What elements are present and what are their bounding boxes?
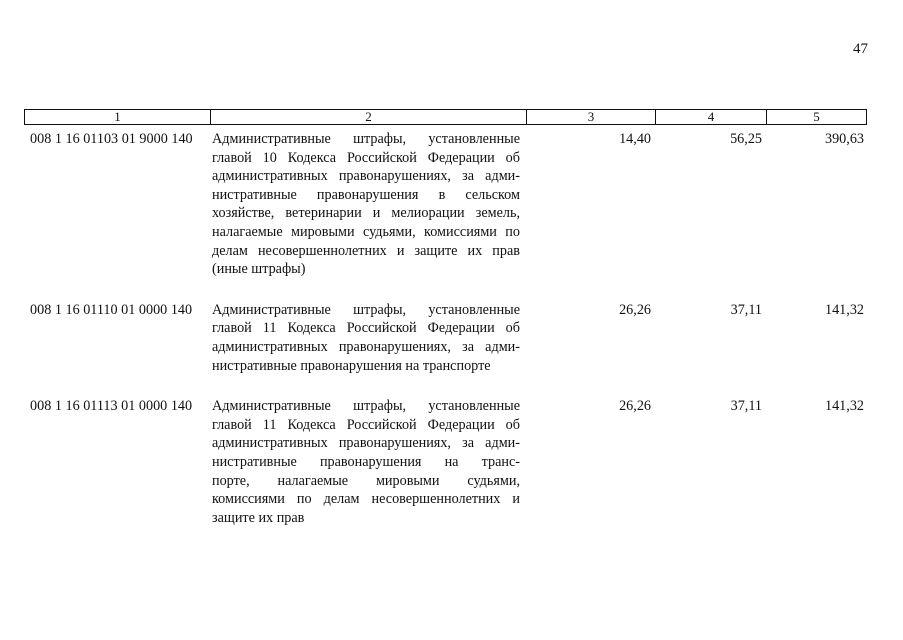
- row-description: [210, 397, 520, 527]
- description-line: административных правонарушениях, за адми-: [212, 435, 520, 452]
- header-col-3: 3: [527, 110, 656, 125]
- row-value-col5: 390,63: [824, 131, 864, 147]
- table-row: [24, 301, 866, 375]
- table-row: [24, 130, 866, 279]
- row-code: 008 1 16 01110 01 0000 140: [30, 301, 193, 318]
- description-line: комиссиями по делам несовершеннолетних и: [212, 491, 520, 508]
- table-row: [24, 397, 866, 527]
- description-line: нистративные правонарушения на транс-: [212, 453, 520, 470]
- description-line: порте, налагаемые мировыми судьями,: [212, 472, 520, 489]
- header-row: [25, 110, 867, 125]
- table-body: [24, 130, 866, 527]
- row-code: 008 1 16 01113 01 0000 140: [30, 398, 193, 415]
- description-line: Административные штрафы, установленные: [212, 398, 520, 415]
- description-line: главой 11 Кодекса Российской Федерации об: [212, 416, 520, 433]
- table-header: [24, 109, 867, 125]
- row-value-col3: 26,26: [619, 301, 651, 318]
- row-value-col4: 37,11: [730, 301, 762, 318]
- header-col-4: 4: [656, 110, 767, 125]
- header-col-2: 2: [211, 110, 527, 125]
- row-code: 008 1 16 01103 01 9000 140: [30, 131, 193, 147]
- description-line: нистративные правонарушения в сельском: [212, 186, 520, 203]
- header-col-5: 5: [767, 110, 867, 125]
- row-value-col4: 37,11: [730, 398, 762, 415]
- row-description: [210, 130, 520, 279]
- page-number: 47: [853, 41, 868, 57]
- row-value-col3: 14,40: [619, 131, 651, 147]
- row-value-col4: 56,25: [730, 131, 762, 147]
- description-line: главой 11 Кодекса Российской Федерации об: [212, 320, 520, 337]
- description-line: Административные штрафы, установленные: [212, 131, 520, 147]
- description-line: главой 10 Кодекса Российской Федерации об: [212, 149, 520, 166]
- description-line: административных правонарушениях, за адми-: [212, 168, 520, 185]
- description-line: нистративные правонарушения на транспорте: [212, 357, 491, 374]
- description-line: делам несовершеннолетних и защите их прав: [212, 242, 520, 259]
- row-value-col3: 26,26: [619, 398, 651, 415]
- description-line: хозяйстве, ветеринарии и мелиорации земель,: [212, 205, 520, 222]
- description-line: Административные штрафы, установленные: [212, 301, 520, 318]
- description-line: налагаемые мировыми судьями, комиссиями по: [212, 223, 520, 240]
- header-col-1: 1: [25, 110, 211, 125]
- description-line: защите их прав: [212, 509, 305, 526]
- row-value-col5: 141,32: [824, 398, 864, 415]
- row-value-col5: 141,32: [824, 301, 864, 318]
- description-line: (иные штрафы): [212, 261, 306, 278]
- description-line: административных правонарушениях, за адми-: [212, 338, 520, 355]
- row-description: [210, 301, 520, 375]
